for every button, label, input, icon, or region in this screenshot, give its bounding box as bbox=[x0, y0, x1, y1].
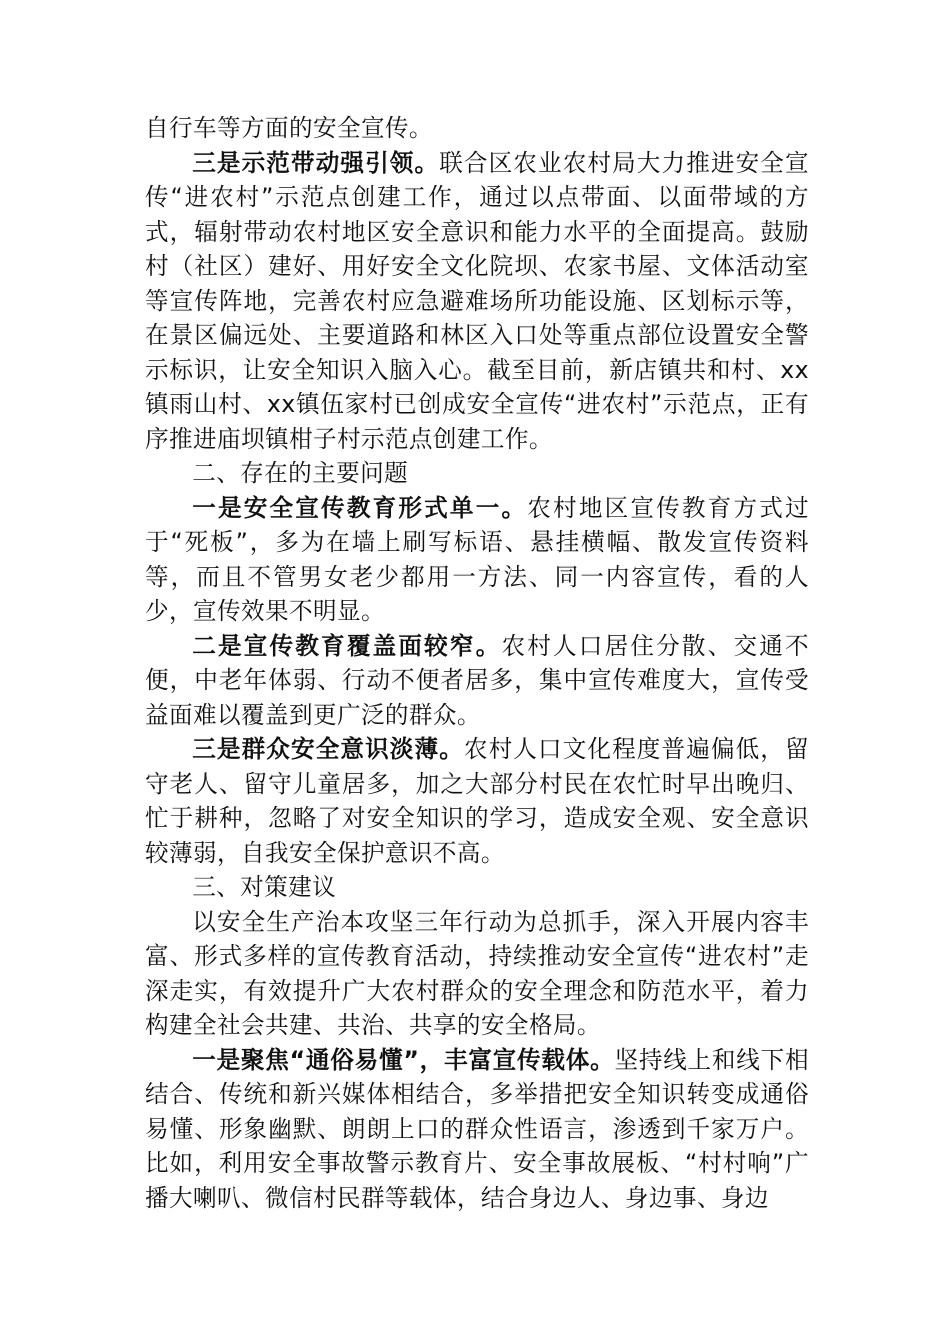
section-heading-text: 三、对策建议 bbox=[192, 873, 337, 901]
paragraph-lead: 一是聚焦“通俗易懂”，丰富宣传载体。 bbox=[192, 1045, 615, 1074]
paragraph-suggestions-intro bbox=[145, 905, 809, 1043]
paragraph-lead: 二是宣传教育覆盖面较窄。 bbox=[192, 631, 502, 660]
paragraph-text: 农村人口文化程度普遍偏低，留守老人、留守儿童居多，加之大部分村民在农忙时早出晚归、忙于耕种，忽略了对安全知识的学习，造成安全观、安全意识较薄弱，自我安全保护意识不高。 bbox=[145, 735, 809, 867]
paragraph-problem-one bbox=[145, 491, 809, 629]
paragraph-problem-two bbox=[145, 629, 809, 733]
paragraph-lead: 三是示范带动强引领。 bbox=[192, 148, 440, 177]
paragraph-text: 农村人口居住分散、交通不便，中老年体弱、行动不便者居多，集中宣传难度大，宣传受益面难以覆盖到更广泛的群众。 bbox=[145, 631, 809, 729]
paragraph-text: 联合区农业农村局大力推进安全宣传“进农村”示范点创建工作，通过以点带面、以面带域的方式，辐射带动农村地区安全意识和能力水平的全面提高。鼓励村（社区）建好、用好安全文化院坝、农家书屋、文体活动室等宣传阵地，完善农村应急避难场所功能设施、区划标示等，在景区偏远处、主要道路和林区入口处等重点部位设置安全警示标识，让安全知识入脑入心。截至目前，新店镇共和村、xx镇雨山村、xx镇伍家村已创成安全宣传“进农村”示范点，正有序推进庙坝镇柑子村示范点创建工作。 bbox=[145, 148, 810, 453]
paragraph-text: 坚持线上和线下相结合、传统和新兴媒体相结合，多举措把安全知识转变成通俗易懂、形象幽默、朗朗上口的群众性语言，渗透到千家万户。比如，利用安全事故警示教育片、安全事故展板、“村村响”广播大喇叭、微信村民群等载体，结合身边人、身边事、身边 bbox=[145, 1045, 809, 1212]
paragraph-demonstration bbox=[145, 146, 809, 457]
paragraph-lead: 一是安全宣传教育形式单一。 bbox=[192, 493, 528, 522]
paragraph-lead: 三是群众安全意识淡薄。 bbox=[192, 735, 464, 763]
paragraph-text: 农村地区宣传教育方式过于“死板”，多为在墙上刷写标语、悬挂横幅、散发宣传资料等，而且不管男女老少都用一方法、同一内容宣传，看的人少，宣传效果不明显。 bbox=[145, 493, 810, 625]
section-heading-text: 二、存在的主要问题 bbox=[192, 459, 409, 487]
paragraph-text: 以安全生产治本攻坚三年行动为总抓手，深入开展内容丰富、形式多样的宣传教育活动，持续推动安全宣传“进农村”走深走实，有效提升广大农村群众的安全理念和防范水平，着力构建全社会共建、共治、共享的安全格局。 bbox=[145, 907, 809, 1039]
paragraph-problem-three bbox=[145, 732, 809, 870]
paragraph-text: 自行车等方面的安全宣传。 bbox=[145, 114, 433, 142]
section-heading-suggestions bbox=[145, 870, 809, 905]
paragraph-continuation bbox=[145, 111, 809, 146]
document-body bbox=[145, 111, 809, 1215]
section-heading-problems bbox=[145, 456, 809, 491]
paragraph-suggestion-one bbox=[145, 1043, 809, 1216]
